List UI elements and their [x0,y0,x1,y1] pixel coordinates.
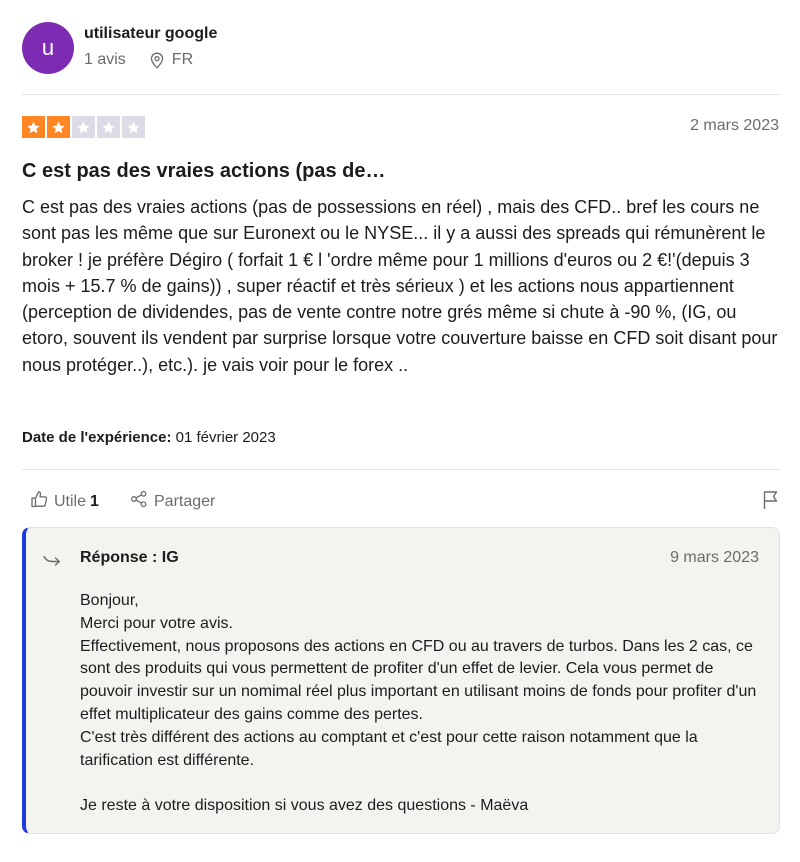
avatar[interactable]: u [22,22,74,74]
star-icon [22,116,45,138]
reply-line: Merci pour votre avis. [80,614,233,632]
reply-date: 9 mars 2023 [670,549,759,566]
experience-date [22,429,276,446]
share-icon [130,490,148,513]
reviewer-meta [84,51,193,69]
divider [22,94,780,95]
reply-line: Effectivement, nous proposons des actions en CFD ou au travers de turbos. Dans les 2 cas, ce sont des produits qui vous permettent de profiter d'un effet de levier. Cela vous permet de pouvoir investir sur un nomimal réel plus important en utilisant moins de fonds pour profiter d'un effet multiplicateur des gains comme des pertes. [80,637,757,723]
reviewer-header [22,22,782,74]
star-icon [47,116,70,138]
star-icon [122,116,145,138]
location-pin-icon [150,52,164,69]
review-actions [22,490,780,514]
star-icon [72,116,95,138]
reply-header: Réponse : IG [80,549,179,566]
review-date: 2 mars 2023 [690,117,779,134]
share-button[interactable] [130,490,215,513]
review-title: C est pas des vraies actions (pas de… [22,160,386,182]
review-body: C est pas des vraies actions (pas de possessions en réel) , mais des CFD.. bref les cours ne sont pas les même que sur Euronext ou le NYSE... il y a aussi des spreads qui rémunèrent le broker ! je préfère Dégiro ( forfait 1 € l 'ordre même pour 1 millions d'euros ou 2 €!'(depuis 3 mois + 15.7 % de gains)) , super réactif et très sérieux ) et les actions nous appartiennent (perception de dividendes, pas de vente contre notre grés même si chute à -90 %, (IG, ou etoro, souvent ils vendent par surprise lorsque votre couverture baisse en CFD soit disant pour nous protéger..), etc.). je vais voir pour le forex .. [22,197,778,375]
reply-arrow-icon [43,552,63,573]
reply-line-blank [80,772,770,795]
useful-label: Utile [54,492,87,510]
reply-line: Bonjour, [80,592,139,609]
report-flag-icon[interactable] [762,490,780,515]
review-count: 1 avis [84,51,126,68]
useful-count: 1 [90,492,99,510]
star-icon [97,116,120,138]
experience-value: 01 février 2023 [175,429,276,446]
reply-line: C'est très différent des actions au comptant et c'est pour cette raison notamment que la tarification est différente. [80,728,698,769]
star-rating [22,116,145,138]
experience-label: Date de l'expérience: [22,429,172,446]
share-label: Partager [154,492,216,510]
company-reply [22,527,780,834]
divider [22,469,780,470]
reviewer-name[interactable]: utilisateur google [84,25,218,42]
reviewer-country: FR [171,51,194,68]
useful-button[interactable] [30,490,99,513]
thumbs-up-icon [30,490,48,513]
reply-body [80,590,770,818]
reply-line: Je reste à votre disposition si vous avez des questions - Maëva [80,797,529,815]
